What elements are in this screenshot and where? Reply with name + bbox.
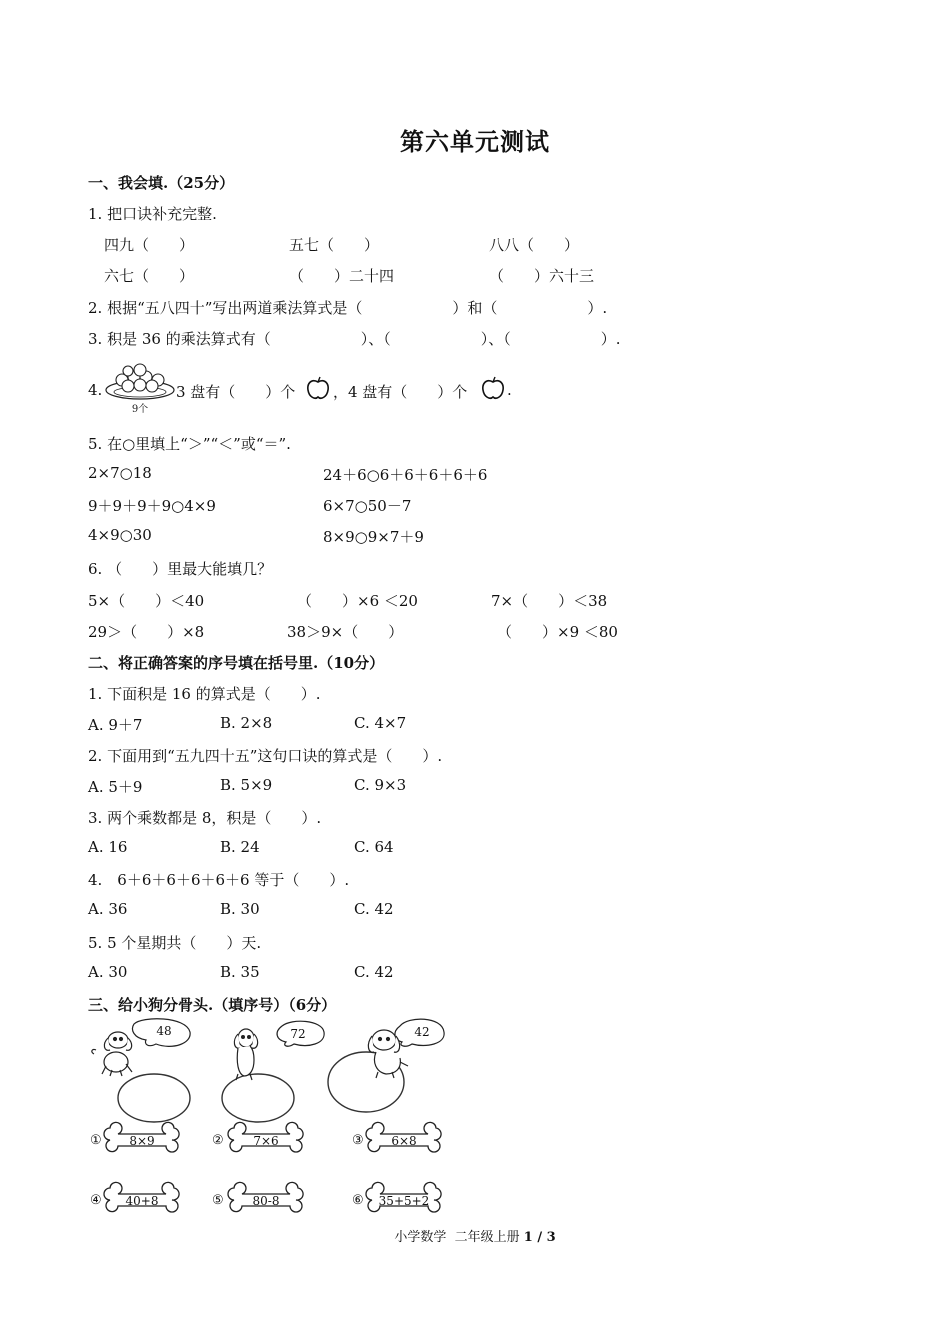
page-number: 1 / 3 — [523, 1230, 556, 1245]
compare-item: 24＋6○6＋6＋6＋6＋6 — [323, 466, 488, 484]
bone-number: ① — [90, 1133, 102, 1148]
question-3: 3. 积是 36 的乘法算式有（ ）、（ ）、（ ）. — [88, 330, 621, 348]
choice-option: A. 16 — [88, 838, 128, 856]
bone-expression: 6×8 — [391, 1134, 417, 1148]
dog-number: 42 — [414, 1025, 430, 1039]
dog-group-2 — [222, 1021, 324, 1122]
bone-number: ⑥ — [352, 1193, 364, 1208]
compare-item: 9＋9＋9＋9○4×9 — [88, 497, 216, 515]
fill-item: 5×（ ）＜40 — [88, 592, 205, 610]
bone-expression: 7×6 — [253, 1134, 279, 1148]
section-heading-2: 二、将正确答案的序号填在括号里.（10分） — [88, 654, 385, 672]
dog-number: 48 — [156, 1024, 172, 1038]
choice-option: A. 36 — [88, 900, 128, 918]
apple-icon — [305, 375, 331, 401]
dog-number: 72 — [290, 1027, 306, 1041]
compare-item: 2×7○18 — [88, 464, 152, 482]
choice-option: A. 30 — [88, 963, 128, 981]
choice-question: 4. 6＋6＋6＋6＋6＋6 等于（ ）. — [88, 871, 350, 889]
bone-expression: 40+8 — [125, 1194, 159, 1208]
fill-item: 四九（ ） — [104, 236, 195, 254]
choice-option: B. 24 — [220, 838, 260, 856]
choice-question: 2. 下面用到“五九四十五”这句口诀的算式是（ ）. — [88, 747, 443, 765]
choice-question: 3. 两个乘数都是 8，积是（ ）. — [88, 809, 322, 827]
plate-label: 9个 — [131, 404, 149, 414]
bone-number: ③ — [352, 1133, 364, 1148]
question-2: 2. 根据“五八四十”写出两道乘法算式是（ ）和（ ）. — [88, 299, 608, 317]
choice-option: A. 9＋7 — [88, 716, 143, 734]
section-heading-1: 一、我会填.（25分） — [88, 174, 235, 192]
page-footer — [0, 1226, 950, 1245]
choice-option: A. 5＋9 — [88, 778, 143, 796]
question-4-text-b: ，4 盘有（ ）个 — [333, 383, 468, 401]
fill-item: 29＞（ ）×8 — [88, 623, 205, 641]
fill-item: 38＞9×（ ） — [287, 623, 404, 641]
choice-option: C. 4×7 — [354, 714, 407, 732]
choice-option: B. 30 — [220, 900, 260, 918]
choice-question: 5. 5 个星期共（ ）天. — [88, 934, 262, 952]
bone-expression: 80-8 — [252, 1194, 280, 1208]
bone-expression: 8×9 — [129, 1134, 155, 1148]
question-4-text-a: 3 盘有（ ）个 — [176, 383, 296, 401]
fill-item: 八八（ ） — [489, 236, 580, 254]
compare-item: 6×7○50－7 — [323, 497, 412, 515]
page-title: 第六单元测试 — [400, 127, 550, 156]
choice-option: B. 2×8 — [220, 714, 273, 732]
fill-item: （ ）二十四 — [289, 267, 395, 285]
compare-item: 8×9○9×7＋9 — [323, 528, 424, 546]
choice-question: 1. 下面积是 16 的算式是（ ）. — [88, 685, 321, 703]
bone-number: ⑤ — [212, 1193, 224, 1208]
choice-option: C. 42 — [354, 963, 394, 981]
fill-item: （ ）×6 ＜20 — [297, 592, 418, 610]
dog-icon — [234, 1029, 257, 1080]
question-5: 5. 在○里填上“＞”“＜”或“＝”. — [88, 435, 291, 453]
choice-option: B. 35 — [220, 963, 260, 981]
choice-option: C. 9×3 — [354, 776, 407, 794]
choice-option: B. 5×9 — [220, 776, 273, 794]
bone-number: ② — [212, 1133, 224, 1148]
choice-option: C. 64 — [354, 838, 394, 856]
fill-item: （ ）×9 ＜80 — [497, 623, 618, 641]
dog-group-3 — [328, 1019, 444, 1112]
section-heading-3: 三、给小狗分骨头.（填序号）（6分） — [88, 996, 337, 1014]
fill-item: 7×（ ）＜38 — [491, 592, 608, 610]
fill-item: 五七（ ） — [289, 236, 380, 254]
apple-plate-icon — [104, 362, 176, 414]
footer-text: 小学数学 二年级上册 — [394, 1230, 524, 1245]
dog-icon — [92, 1032, 132, 1076]
compare-item: 4×9○30 — [88, 526, 152, 544]
dog-group-1 — [92, 1019, 190, 1122]
dog-bone-figure — [86, 1018, 456, 1218]
apple-icon — [480, 375, 506, 401]
fill-item: 六七（ ） — [104, 267, 195, 285]
question-4-number: 4. — [88, 381, 103, 399]
bone-number: ④ — [90, 1193, 102, 1208]
fill-item: （ ）六十三 — [489, 267, 595, 285]
question-1: 1. 把口诀补充完整. — [88, 205, 217, 223]
bone-expression: 35+5+2 — [378, 1194, 430, 1208]
question-6: 6. （ ）里最大能填几？ — [88, 560, 273, 578]
choice-option: C. 42 — [354, 900, 394, 918]
question-4-text-c: . — [507, 381, 512, 399]
